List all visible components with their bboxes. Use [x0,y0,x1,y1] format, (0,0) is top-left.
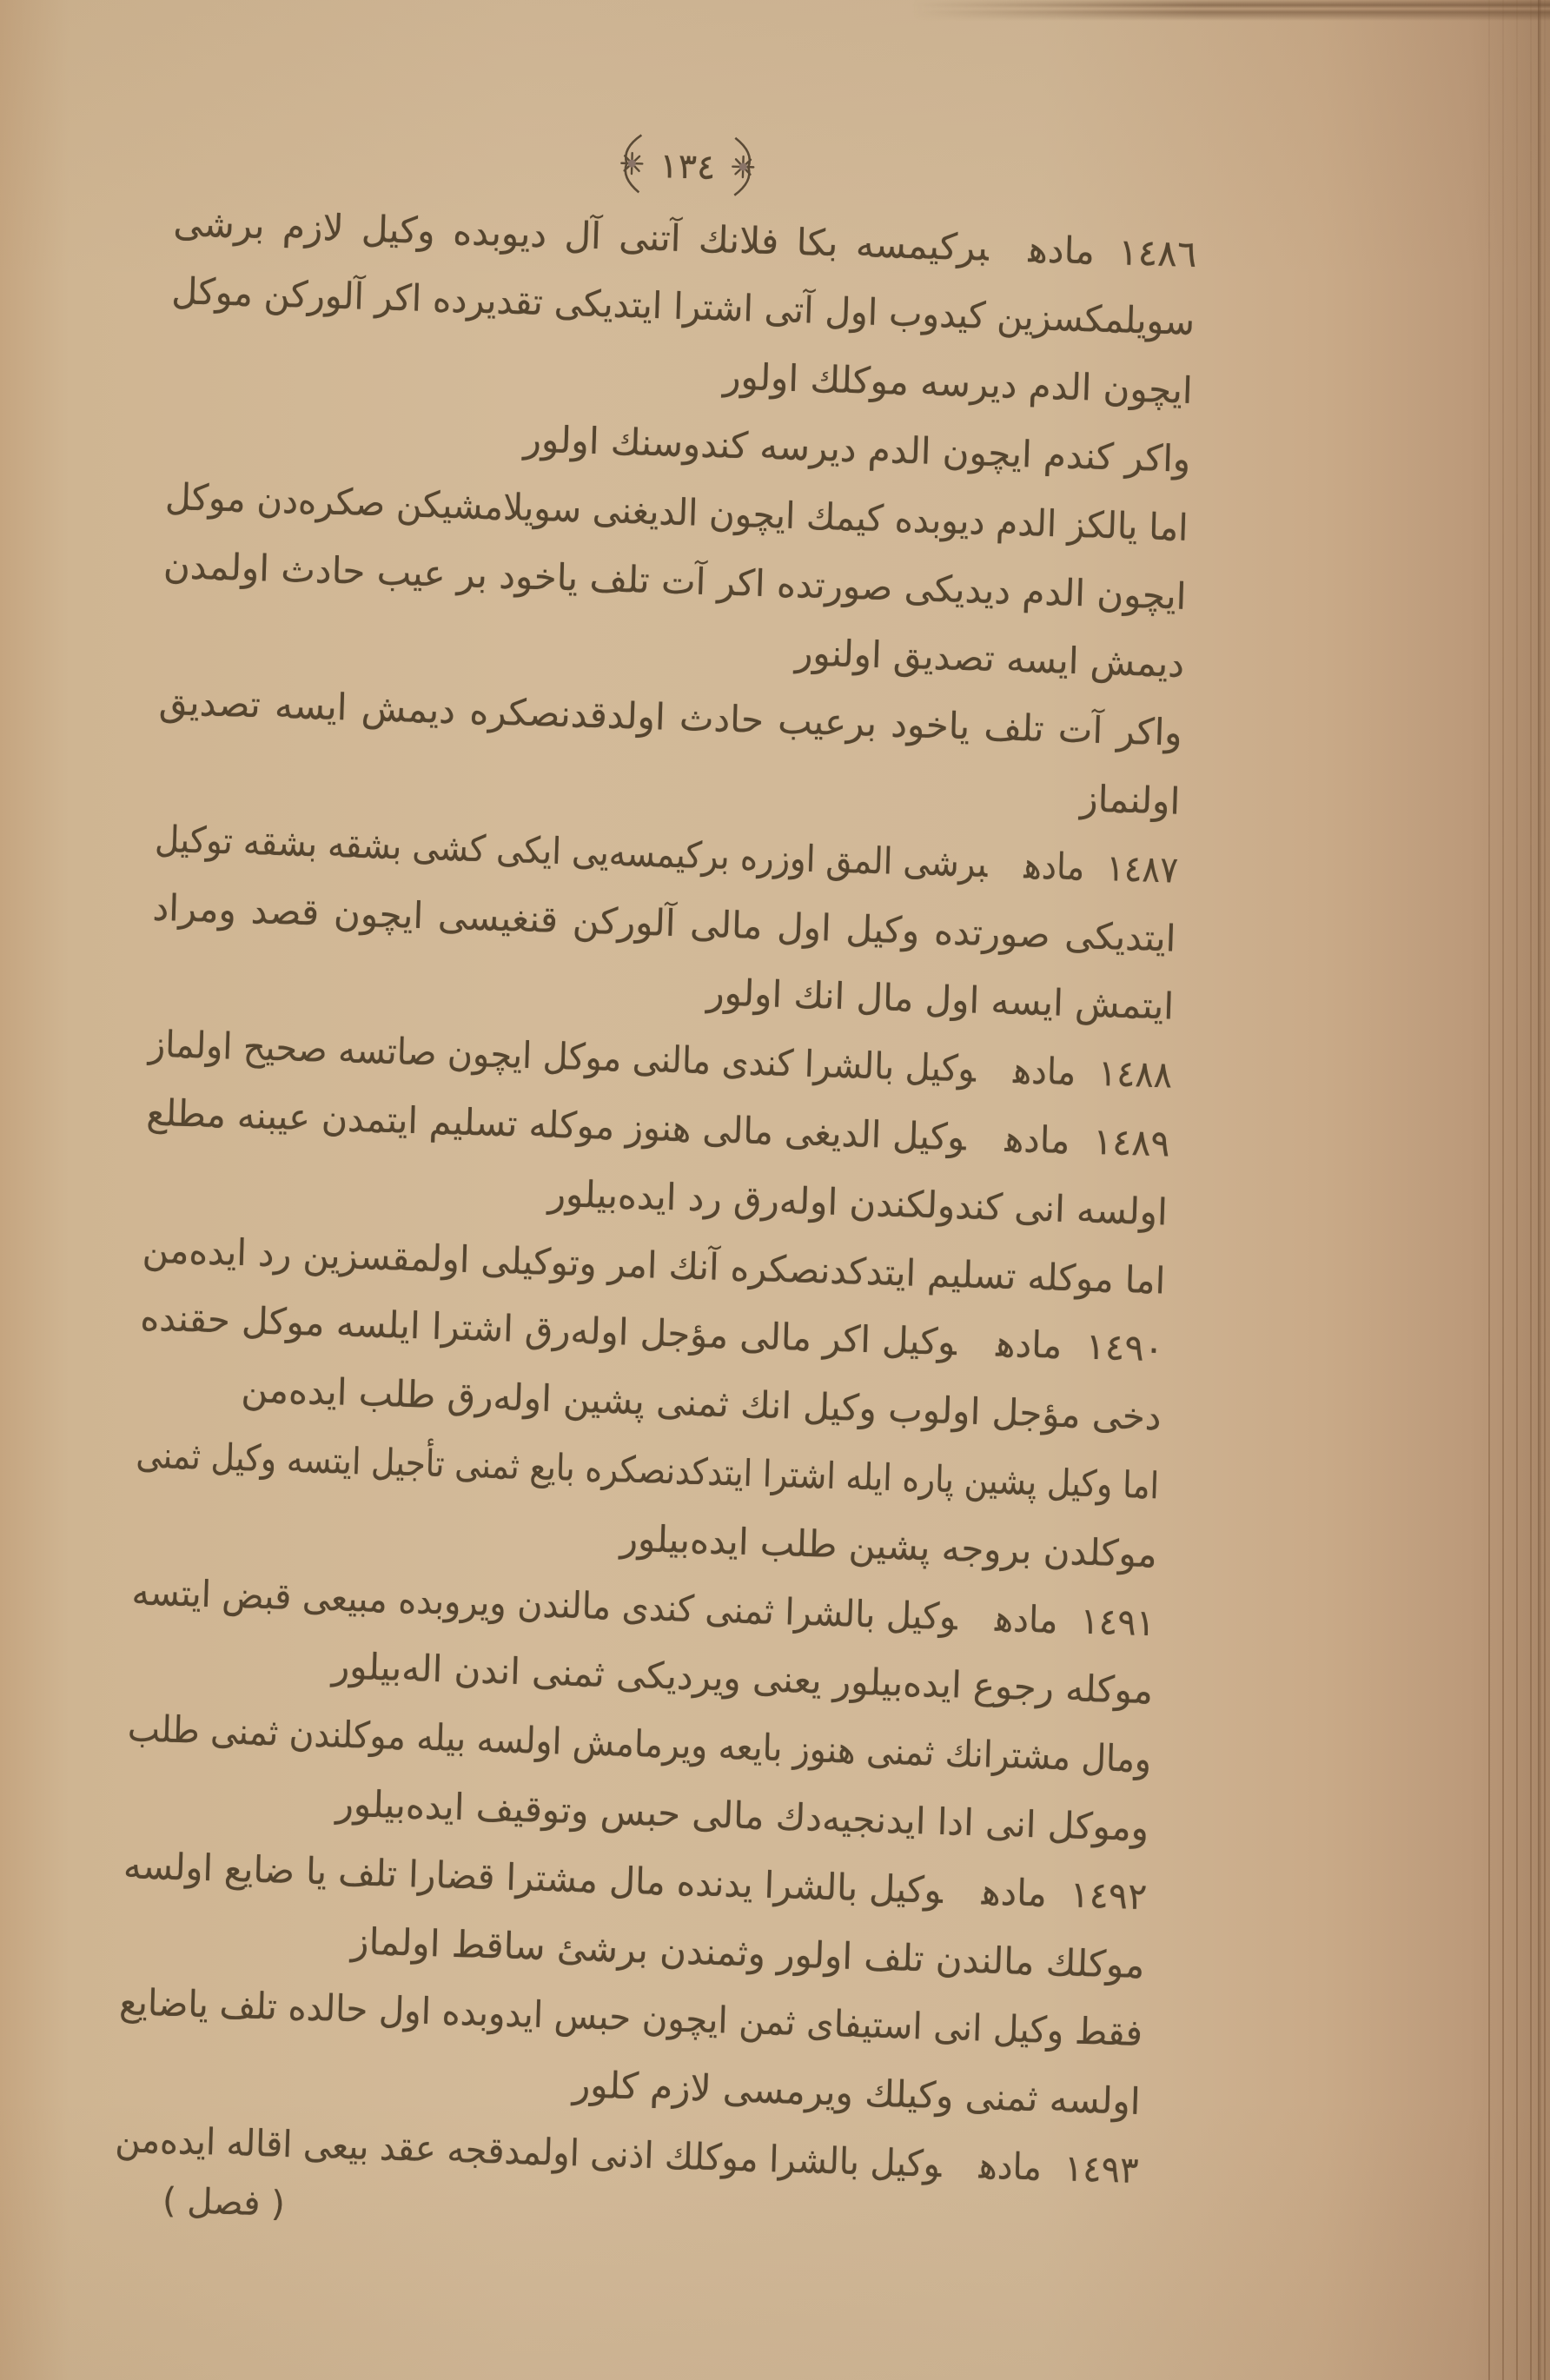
text-line [136,1429,1160,1511]
line-text: برشی المق اوزره برکیمسه‌یی ایکی کشی بشقه بشقه توکیل [154,817,989,885]
text-line [123,1840,1147,1922]
line-text: وکیل بالشرا کندی مالنی موکل ایچون صاتسه صحیح اولماز [147,1022,977,1091]
text-line [125,1772,1149,1853]
text-line [142,1224,1166,1306]
line-text: فقط وکیل انی استیفای ثمن ایچون حبس ایدوبده اول حالده تلف یاضایع [118,1980,1143,2055]
line-text: اولسه انی کندولکندن اوله‌رق رد ایده‌بیلور [547,1171,1169,1234]
text-line [156,746,1181,827]
text-line [140,1293,1164,1375]
line-text: ایتمش ایسه اول مال انك اولور [705,971,1175,1028]
text-line [131,1567,1156,1648]
line-text: اولسه ثمنی وکیلك ویرمسی لازم کلور [572,2063,1142,2124]
text-line [127,1703,1151,1785]
article-number: ١٤٩٠ ماده [995,1322,1164,1370]
line-text: دیمش ایسه تصدیق اولنور [794,631,1185,686]
text-line [161,608,1185,690]
article-number: ١٤٨٩ ماده [1004,1117,1170,1165]
text-line [152,882,1176,964]
line-text: ایچون الدم دیرسه موکلك اولور [722,355,1194,413]
line-text: وکیل بالشرا موکلك اذنی اولمدقجه عقد بیعی اقاله ایده‌من [114,2117,942,2185]
article-number: ١٤٩٣ ماده [977,2144,1139,2191]
line-text: وموکل انی ادا ایدنجیه‌دك مالی حبس وتوقیف ایده‌بیلور [335,1781,1149,1850]
line-text: برکیمسه بکا فلانك آتنی آل دیوبده وکیل لازم برشی [172,201,990,269]
line-text: موکله رجوع ایده‌بیلور یعنی ویردیکی ثمنی اندن اله‌بیلور [331,1644,1154,1713]
line-text: سویلمکسزین کیدوب اول آتی اشترا ایتدیکی تقدیرده اکر آلورکن موکل [170,269,1196,344]
text-line [148,1019,1172,1101]
text-line [169,335,1193,416]
text-line [158,677,1182,759]
text-line [154,813,1178,895]
catchword: ( فصل ) [162,2180,286,2224]
line-text: موکلك مالندن تلف اولور وثمندن برشیٔ ساقط اولماز [350,1919,1146,1986]
article-number: ١٤٨٨ ماده [1012,1049,1173,1097]
text-line [173,198,1197,280]
line-text: واکر کندم ایچون الدم دیرسه کندوسنك اولور [523,417,1191,481]
article-number: ١٤٩٢ ماده [980,1870,1148,1918]
line-text: اما وکیل پشین پاره ایله اشترا ایتدکدنصکره بایع ثمنی تأجیل ایتسه وکیل ثمنی [136,1433,1160,1508]
line-text: وکیل اکر مالی مؤجل اوله‌رق اشترا ایلسه موکل حقنده [139,1296,957,1364]
line-text: واکر آت تلف یاخود برعیب حادث اولدقدنصکره دیمش ایسه تصدیق [158,680,1183,754]
text-line [121,1909,1145,1991]
page-header [513,129,862,204]
text-line [150,951,1175,1032]
text-line [116,2045,1141,2127]
page-number: ١٣٤ [659,145,717,188]
line-text: اما موکله تسلیم ایتدکدنصکره آنك امر وتوکیلی اولمقسزین رد ایده‌من [142,1227,1167,1302]
line-text: ومال مشترانك ثمنی هنوز بایعه ویرمامش اولسه بیله موکلندن ثمنی طلب [126,1707,1152,1781]
text-line [162,540,1187,621]
star-ornament-left-icon [615,131,648,198]
text-line [171,266,1196,348]
line-text: ایتدیکی صورتده وکیل اول مالی آلورکن قنغیسی ایچون قصد ومراد [151,885,1177,960]
line-text: وکیل بالشرا یدنده مال مشترا قضارا تلف یا ضایع اولسه [123,1843,944,1912]
text-line [137,1362,1162,1443]
text-line [119,1977,1143,2058]
line-text: دخی مؤجل اولوب وکیل انك ثمنی پشین اوله‌رق طلب ایده‌من [240,1368,1162,1439]
star-ornament-right-icon [726,135,759,202]
article-number: ١٤٨٧ ماده [1023,843,1179,892]
line-text: موکلدن بروجه پشین طلب ایده‌بیلور [619,1516,1158,1575]
text-line [167,403,1191,485]
article-number: ١٤٨٦ ماده [1028,227,1198,275]
line-text: وکیل الدیغی مالی هنوز موکله تسلیم ایتمدن عیبنه مطلع [145,1091,967,1159]
line-text: وکیل بالشرا ثمنی کندی مالندن ویروبده مبیعی قبض ایتسه [131,1569,958,1638]
text-line [133,1498,1157,1580]
article-number: ١٤٩١ ماده [994,1596,1156,1644]
text-line [164,472,1189,554]
line-text: اولنماز [1079,777,1181,823]
text-line [143,1156,1168,1237]
line-text: اما یالکز الدم دیوبده کیمك ایچون الدیغنی سویلامشیکن صکره‌دن موکل [164,474,1189,549]
line-text: ایچون الدم دیدیکی صورتده اکر آت تلف یاخود بر عیب حادث اولمدن [162,543,1188,618]
text-line [146,1087,1170,1169]
text-line [129,1635,1154,1717]
